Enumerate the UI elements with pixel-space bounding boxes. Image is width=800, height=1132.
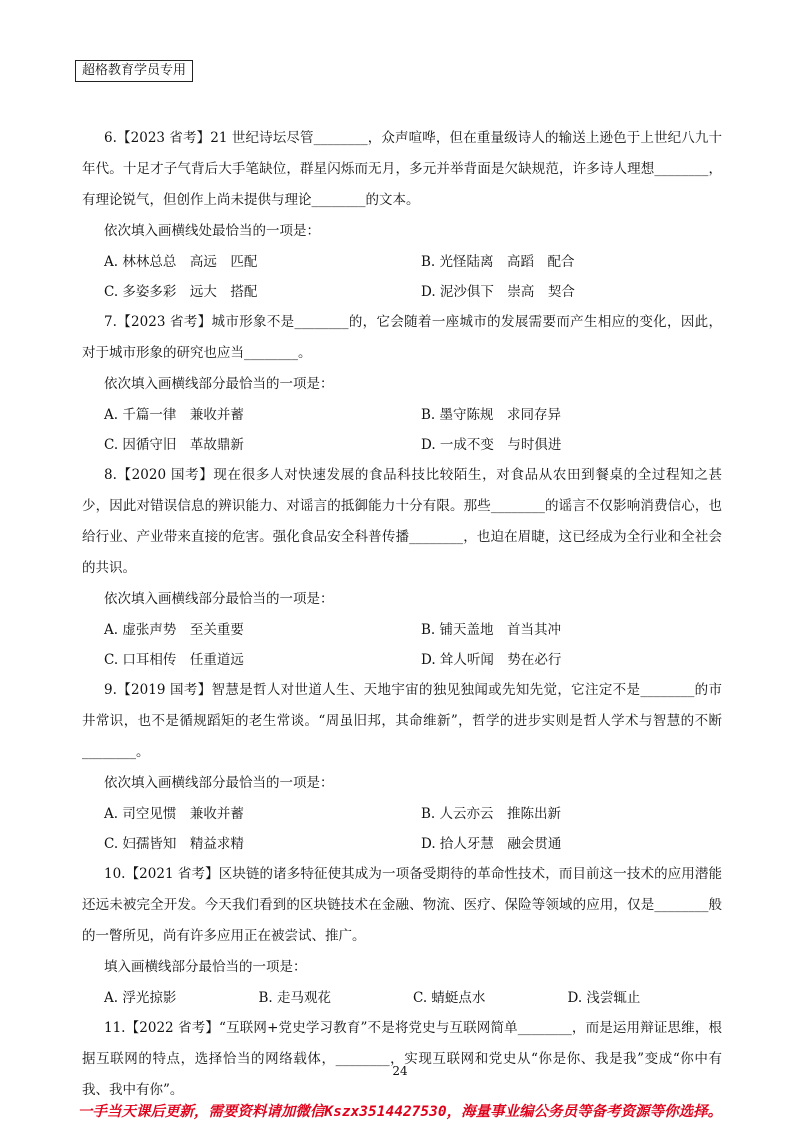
question-prompt: 依次填入画横线部分最恰当的一项是： [104, 376, 334, 392]
question-7 [82, 307, 722, 460]
option-list [82, 247, 722, 307]
question-8 [82, 460, 722, 675]
question-stem: 10.【2021 省考】区块链的诸多特征使其成为一项备受期待的革命性技术，而目前这一技术的应用潜能还远未被完全开发。今天我们看到的区块链技术在金融、物流、医疗、保险等领域的应用，仅是________般的一瞥所见，尚有许多应用正在被尝试、推广。 [82, 866, 722, 944]
question-stem: 7.【2023 省考】城市形象不是________的，它会随着一座城市的发展需要而产生相应的变化，因此，对于城市形象的研究也应当________。 [82, 314, 722, 361]
option-list [82, 400, 722, 460]
option-c: C. 蜻蜓点水 [413, 990, 486, 1006]
questions-content [82, 123, 722, 1106]
option-d: D. 耸人听闻 势在必行 [421, 652, 562, 668]
option-d: D. 浅尝辄止 [567, 990, 641, 1006]
footer-banner: 一手当天课后更新，需要资料请加微信Kszx3514427530，海量事业编公务员等备考资源等你选择。 [77, 1104, 723, 1120]
question-stem: 8.【2020 国考】现在很多人对快速发展的食品科技比较陌生，对食品从农田到餐桌的全过程知之甚少，因此对错误信息的辨识能力、对谣言的抵御能力十分有限。那些________的谣言不仅影响消费信心，也给行业、产业带来直接的危害。强化食品安全科普传播________，也迫在眉睫，这已经成为全行业和全社会的共识。 [82, 467, 722, 576]
option-a: A. 千篇一律 兼收并蓄 [104, 407, 244, 423]
option-b: B. 铺天盖地 首当其冲 [421, 622, 562, 638]
question-stem: 9.【2019 国考】智慧是哲人对世道人生、天地宇宙的独见独闻或先知先觉，它注定不是________的市井常识，也不是循规蹈矩的老生常谈。“周虽旧邦，其命维新”，哲学的进步实则是哲人学术与智慧的不断________。 [82, 682, 722, 760]
option-a: A. 司空见惯 兼收并蓄 [104, 806, 244, 822]
option-c: C. 多姿多彩 远大 搭配 [104, 284, 258, 300]
option-b: B. 走马观花 [258, 990, 332, 1006]
question-11 [82, 1013, 722, 1106]
option-b: B. 墨守陈规 求同存异 [421, 407, 562, 423]
option-b: B. 人云亦云 推陈出新 [421, 806, 562, 822]
option-list [82, 983, 722, 1013]
option-d: D. 拾人牙慧 融会贯通 [421, 836, 562, 852]
option-b: B. 光怪陆离 高蹈 配合 [421, 254, 575, 270]
header-label: 超格教育学员专用 [75, 60, 193, 82]
question-stem: 6.【2023 省考】21 世纪诗坛尽管________，众声喧哗，但在重量级诗人的输送上逊色于上世纪八九十年代。十足才子气背后大手笔缺位，群星闪烁而无月，多元并举背面是欠缺规范，许多诗人理想________，有理论锐气，但创作上尚未提供与理论________的文本。 [82, 130, 722, 208]
option-a: A. 林林总总 高远 匹配 [104, 254, 258, 270]
option-a: A. 虚张声势 至关重要 [104, 622, 244, 638]
question-prompt: 依次填入画横线处最恰当的一项是： [104, 223, 320, 239]
question-prompt: 依次填入画横线部分最恰当的一项是： [104, 591, 334, 607]
question-6 [82, 123, 722, 307]
question-10 [82, 859, 722, 1013]
option-a: A. 浮光掠影 [104, 990, 177, 1006]
option-d: D. 一成不变 与时俱进 [421, 437, 562, 453]
question-stem: 11.【2022 省考】“互联网+党史学习教育”不是将党史与互联网简单________，而是运用辩证思维，根据互联网的特点，选择恰当的网络载体，________，实现互联网和党史从“你是你、我是我”变成“你中有我、我中有你”。 [82, 1020, 722, 1098]
question-9 [82, 675, 722, 859]
option-c: C. 妇孺皆知 精益求精 [104, 836, 244, 852]
option-list [82, 615, 722, 675]
question-prompt: 填入画横线部分最恰当的一项是： [104, 959, 307, 975]
option-c: C. 因循守旧 革故鼎新 [104, 437, 244, 453]
page-number: 24 [392, 1064, 408, 1078]
question-prompt: 依次填入画横线部分最恰当的一项是： [104, 775, 334, 791]
option-d: D. 泥沙俱下 崇高 契合 [421, 284, 575, 300]
option-c: C. 口耳相传 任重道远 [104, 652, 244, 668]
option-list [82, 799, 722, 859]
